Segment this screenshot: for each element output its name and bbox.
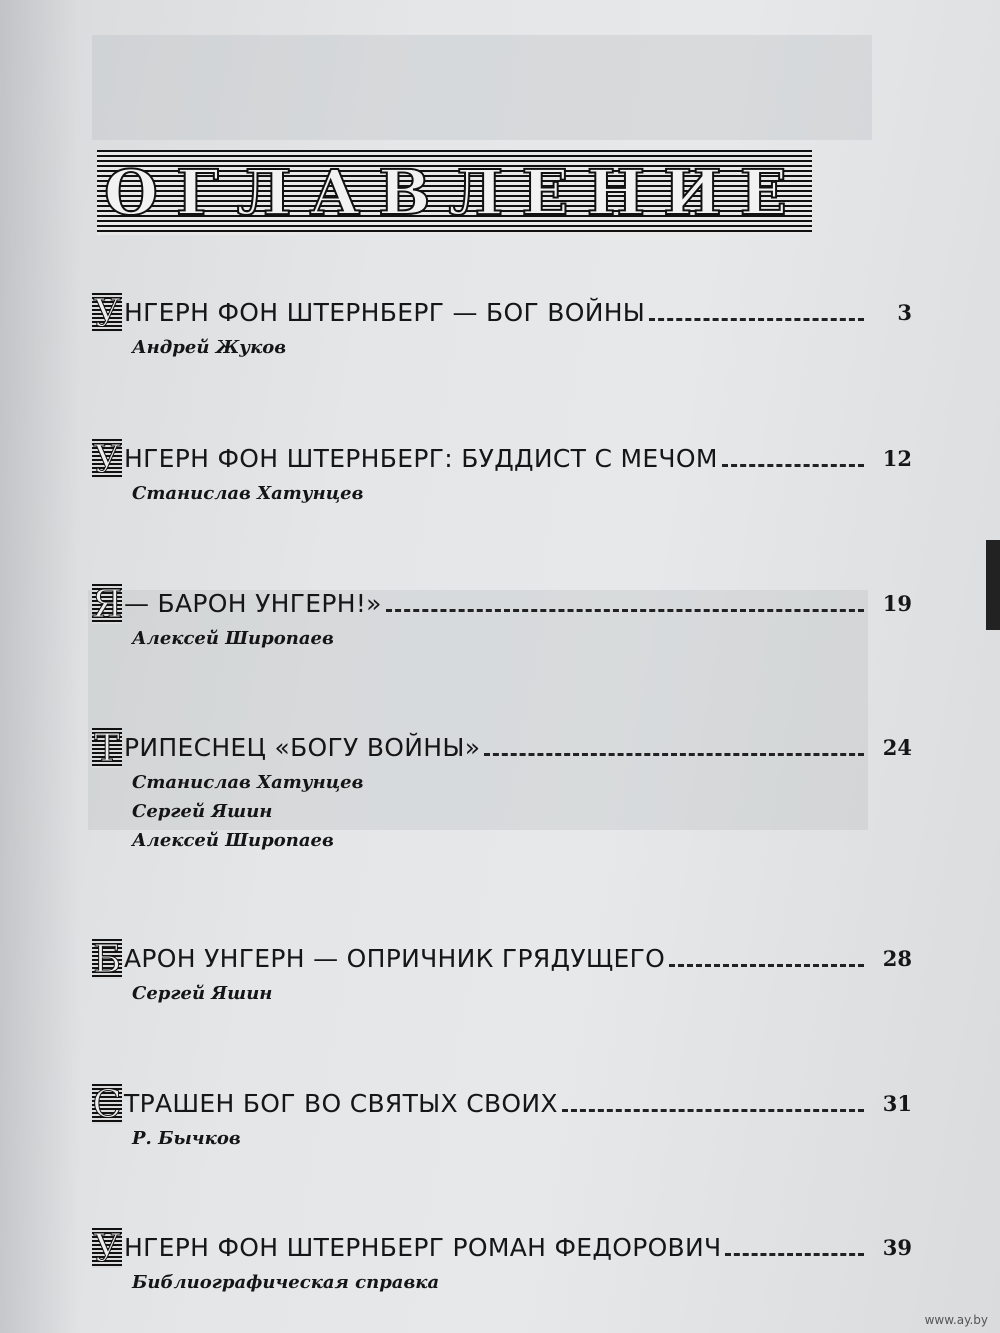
dot-leader [669,964,864,967]
toc-entry-author: Андрей Жуков [132,337,287,358]
drop-cap: У [93,291,121,335]
toc-entry [92,287,912,362]
toc-entry-author: Алексей Широпаев [132,830,334,851]
page-number: 3 [897,300,912,325]
toc-entry-title-row [92,287,912,333]
toc-entry-title: НГЕРН ФОН ШТЕРНБЕРГ — БОГ ВОЙНЫ [124,298,646,327]
drop-cap: Т [92,728,122,768]
dot-leader [484,753,864,756]
toc-entry [92,1078,912,1153]
toc-entry [92,433,912,508]
toc-entry [92,1222,912,1297]
toc-entry-title: НГЕРН ФОН ШТЕРНБЕРГ РОМАН ФЕДОРОВИЧ [124,1233,722,1262]
toc-entry-title-row [92,933,912,979]
toc-entry-title-row [92,433,912,479]
toc-entry [92,578,912,653]
dot-leader [386,609,864,612]
dot-leader [725,1253,864,1256]
page-number: 12 [882,446,912,471]
toc-entry [92,722,912,855]
toc-entry-author: Станислав Хатунцев [132,772,364,793]
page-number: 28 [882,946,912,971]
drop-cap: У [93,437,121,481]
toc-entry-title-row [92,578,912,624]
toc-entry-author: Алексей Широпаев [132,628,334,649]
dot-leader [649,318,864,321]
dot-leader [562,1109,864,1112]
drop-cap: У [93,1226,121,1270]
toc-entry-title: АРОН УНГЕРН — ОПРИЧНИК ГРЯДУЩЕГО [124,944,666,973]
toc-entry-author: Библиографическая справка [132,1272,440,1293]
toc-entry-title-row [92,722,912,768]
show-through-block [92,35,872,140]
page-shadow [0,0,80,1333]
page-number: 19 [882,591,912,616]
next-page-edge [986,540,1000,630]
toc-entry-title-row [92,1078,912,1124]
drop-cap: С [92,1082,122,1126]
page-number: 24 [882,735,912,760]
toc-entry-title-row [92,1222,912,1268]
drop-cap: Я [91,582,123,626]
toc-entry-title: РИПЕСНЕЦ «БОГУ ВОЙНЫ» [124,733,481,762]
dot-leader [722,464,864,467]
toc-entry-title: ТРАШЕН БОГ ВО СВЯТЫХ СВОИХ [124,1089,558,1118]
page-title: ОГЛАВЛЕНИЕ [103,156,806,229]
toc-entry-title: НГЕРН ФОН ШТЕРНБЕРГ: БУДДИСТ С МЕЧОМ [124,444,718,473]
page-number: 39 [882,1235,912,1260]
watermark: www.ay.by [924,1313,988,1327]
toc-entry [92,933,912,1008]
page-number: 31 [882,1091,912,1116]
toc-entry-title: — БАРОН УНГЕРН!» [124,589,382,618]
toc-entry-author: Р. Бычков [132,1128,241,1149]
toc-entry-author: Сергей Яшин [132,801,273,822]
drop-cap: Б [93,937,121,981]
toc-entry-author: Сергей Яшин [132,983,273,1004]
toc-entry-author: Станислав Хатунцев [132,483,364,504]
